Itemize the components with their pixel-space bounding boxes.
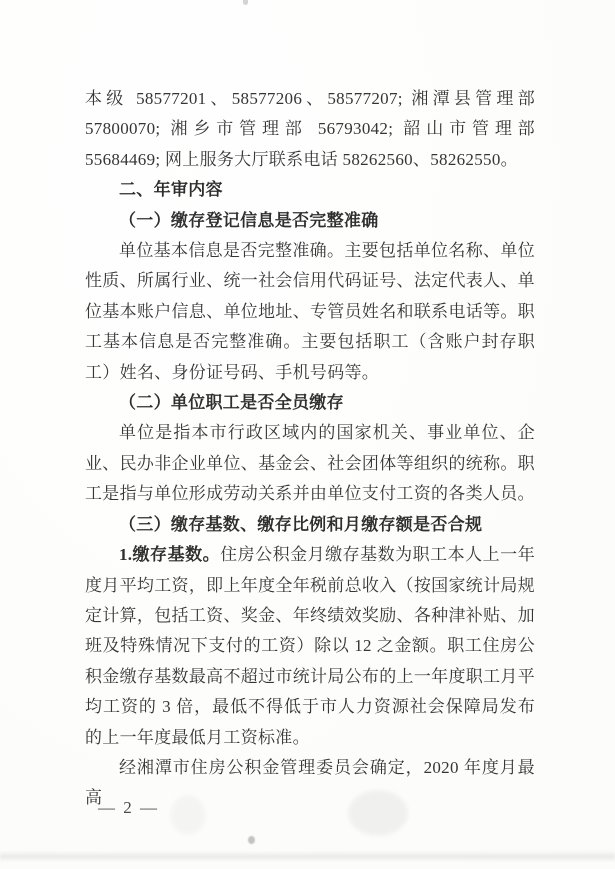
paragraph-deposit-base-details bbox=[85, 540, 535, 753]
subsection-3-heading-deposit-base-ratio: （三）缴存基数、缴存比例和月缴存额是否合规 bbox=[119, 514, 483, 534]
paragraph-registration-info-details: 单位基本信息是否完整准确。主要包括单位名称、单位性质、所属行业、统一社会信用代码证号、法定代表人、单位基本账户信息、单位地址、专管员姓名和联系电话等。职工基本信息是否完整准确。主要包括职工（含账户封存职工）姓名、身份证号码、手机号码等。 bbox=[85, 241, 535, 382]
subsection-1-heading-registration-info: （一）缴存登记信息是否完整准确 bbox=[119, 210, 379, 230]
deposit-base-lead-label: 1.缴存基数。 bbox=[119, 545, 221, 565]
scan-smudge bbox=[170, 795, 206, 835]
scan-ink-speck bbox=[248, 836, 255, 844]
scan-speck-top bbox=[243, 0, 248, 5]
deposit-base-body-text: 住房公积金月缴存基数为职工本人上一年度月平均工资，即上年度全年税前总收入（按国家统计局规定计算，包括工资、奖金、年终绩效奖励、各种津补贴、加班及特殊情况下支付的工资）除以 12 之金额。职工住房公积金缴存基数最高不超过市统计局公布的上一年度职工月平均工资的 3 倍，最低不得低于市人力资源社会保障局发布的上一年度最低月工资标准。 bbox=[85, 545, 535, 747]
paragraph-contact-phone-numbers: 本级 58577201、58577206、58577207; 湘潭县管理部 57800070; 湘乡市管理部 56793042; 韶山市管理部 55684469; 网上服务大厅联系电话 58262560、58262550。 bbox=[85, 89, 535, 169]
page-number: — 2 — bbox=[98, 798, 159, 817]
scan-smudge bbox=[348, 790, 408, 836]
section-heading-annual-review-content: 二、年审内容 bbox=[119, 180, 223, 200]
document-body bbox=[85, 84, 535, 814]
paragraph-closing-committee-decision: 经湘潭市住房公积金管理委员会确定，2020 年度月最高 bbox=[85, 757, 535, 808]
paragraph-employee-coverage-details: 单位是指本市行政区域内的国家机关、事业单位、企业、民办非企业单位、基金会、社会团体等组织的统称。职工是指与单位形成劳动关系并由单位支付工资的各类人员。 bbox=[85, 423, 535, 504]
scan-edge-shadow bbox=[0, 851, 615, 861]
subsection-2-heading-employee-coverage: （二）单位职工是否全员缴存 bbox=[119, 393, 344, 413]
